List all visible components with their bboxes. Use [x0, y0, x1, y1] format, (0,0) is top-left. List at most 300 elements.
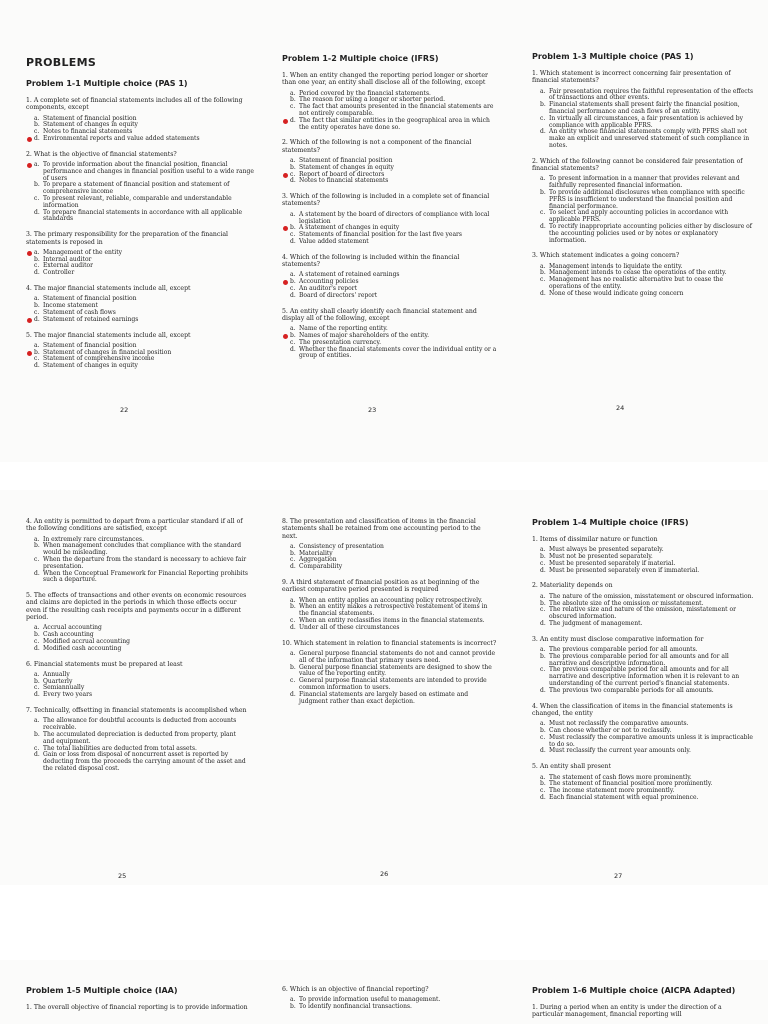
option-text: The judgment of management. — [549, 619, 643, 627]
question-text: 2. What is the objective of financial statements? — [26, 150, 177, 158]
question-text: 6. Which is an objective of financial reporting? — [282, 986, 429, 993]
answer-option — [34, 646, 248, 653]
answer-option — [540, 568, 754, 575]
option-text: Must be presented separately even if immaterial. — [549, 566, 700, 574]
option-text: Whether the financial statements cover the individual entity or a group of entities. — [299, 345, 497, 360]
option-text: Quarterly — [43, 677, 73, 685]
answer-option — [34, 196, 254, 210]
option-letter: b. — [290, 1003, 296, 1011]
option-text: Semiannually — [43, 684, 85, 692]
answer-option — [540, 621, 754, 628]
page-24-content — [532, 52, 754, 306]
option-letter: a. — [540, 262, 546, 270]
option-text: The fact that similar entities in the geographical area in which the entity operates have done so. — [299, 116, 490, 131]
option-text: The allowance for doubtful accounts is deducted from accounts receivable. — [43, 717, 237, 732]
answer-options — [532, 176, 754, 244]
option-letter: d. — [540, 686, 546, 694]
answer-options — [26, 537, 248, 585]
option-letter: c. — [290, 617, 296, 625]
option-letter: a. — [540, 720, 546, 728]
answer-option — [540, 795, 754, 802]
question-text: 5. An entity shall present — [532, 763, 612, 771]
option-text: To prepare financial statements in accordance with all applicable standards — [43, 208, 243, 223]
red-dot-marker-icon — [27, 251, 32, 256]
option-text: Statement of changes in financial position — [43, 348, 172, 356]
option-text: Notes to financial statements — [299, 177, 389, 185]
answer-option — [540, 129, 754, 149]
option-letter: d. — [34, 269, 40, 277]
option-letter: c. — [290, 556, 296, 564]
option-text: An entity whose financial statements comply with PFRS shall not make an explicit and unreserved statement of such compliance in notes. — [549, 128, 750, 149]
page-22 — [0, 0, 268, 462]
option-text: The relative size and nature of the omission, misstatement or obscured information. — [549, 606, 736, 621]
option-letter: c. — [290, 284, 296, 292]
option-letter: b. — [290, 163, 296, 171]
option-text: Management has no realistic alternative but to cease the operations of the entity. — [549, 276, 724, 291]
option-text: Must not be presented separately. — [549, 553, 653, 561]
option-letter: b. — [540, 101, 546, 109]
option-text: Each financial statement with equal prominence. — [549, 793, 699, 801]
option-letter: c. — [540, 666, 546, 674]
answer-option — [290, 118, 498, 132]
option-letter: b. — [34, 255, 40, 263]
option-text: Must not reclassify the comparative amounts. — [549, 720, 689, 728]
option-letter: b. — [540, 727, 546, 735]
option-text: Statement of cash flows — [43, 308, 116, 316]
option-text: When the Conceptual Framework for Financial Reporting prohibits such a departure. — [43, 569, 248, 584]
question-text: 3. The primary responsibility for the preparation of the financial statements is reposed in — [26, 231, 228, 246]
option-text: In extremely rare circumstances. — [43, 535, 145, 543]
answer-options — [282, 651, 498, 705]
option-text: Names of major shareholders of the entity. — [299, 331, 430, 339]
problem-title: Problem 1-2 Multiple choice (IFRS) — [282, 54, 439, 63]
option-text: Must reclassify the comparative amounts unless it is impracticable to do so. — [549, 733, 753, 748]
answer-options — [26, 672, 248, 699]
option-text: Consistency of presentation — [299, 542, 384, 550]
answer-option — [540, 116, 754, 130]
option-text: The accumulated depreciation is deducted from property, plant and equipment. — [43, 730, 236, 745]
page-28 — [0, 960, 262, 1024]
page-number: 22 — [120, 406, 129, 414]
red-dot-marker-icon — [283, 226, 288, 231]
option-letter: c. — [290, 170, 296, 178]
answer-options — [532, 721, 754, 755]
option-text: Environmental reports and value added statements — [43, 134, 200, 142]
option-text: General purpose financial statements are designed to show the value of the reporting entity. — [299, 663, 492, 678]
option-letter: d. — [34, 644, 40, 652]
page-23 — [256, 0, 512, 462]
option-text: Modified cash accounting — [43, 644, 122, 652]
question-text: 1. The overall objective of financial reporting is to provide information — [26, 1004, 248, 1011]
option-letter: b. — [34, 181, 40, 189]
option-letter: c. — [34, 308, 40, 316]
page-number: 26 — [380, 870, 389, 878]
option-text: Notes to financial statements — [43, 128, 133, 136]
answer-option — [34, 732, 248, 746]
option-letter: a. — [290, 271, 296, 279]
question-text: 9. A third statement of financial position as at beginning of the earliest comparative period presented is required — [282, 579, 480, 594]
answer-option — [34, 692, 248, 699]
option-text: Annually — [43, 670, 70, 678]
option-text: When an entity reclassifies items in the financial statements. — [299, 617, 485, 625]
question-text: 2. Which of the following cannot be considered fair presentation of financial statements? — [532, 157, 743, 173]
answer-option — [540, 176, 754, 190]
answer-option — [290, 347, 498, 361]
option-text: The previous comparable period for all amounts and for all narrative and descriptive information. — [549, 652, 729, 667]
option-text: Income statement — [43, 302, 98, 310]
page-number: 23 — [368, 406, 377, 414]
option-letter: a. — [290, 596, 296, 604]
option-letter: d. — [34, 315, 40, 323]
option-letter: b. — [540, 188, 546, 196]
answer-options — [26, 343, 254, 370]
option-text: General purpose financial statements are intended to provide common information to users. — [299, 677, 487, 691]
answer-option — [540, 277, 754, 291]
question-text: 1. When an entity changed the reporting period longer or shorter than one year, an entity shall disclose all of the following, except — [282, 72, 488, 87]
option-letter: a. — [540, 87, 546, 95]
option-letter: a. — [34, 341, 40, 349]
option-letter: c. — [34, 195, 40, 203]
question-text: 4. Which of the following is included within the financial statements? — [282, 253, 460, 269]
option-text: Aggregation — [299, 556, 337, 564]
option-text: The presentation currency. — [299, 338, 382, 346]
option-text: Financial statements are largely based on estimate and judgment rather than exact depiction. — [299, 690, 469, 705]
option-letter: c. — [540, 559, 546, 567]
option-letter: c. — [34, 355, 40, 363]
answer-option — [290, 651, 498, 665]
option-letter: a. — [540, 175, 546, 183]
option-text: In virtually all circumstances, a fair presentation is achieved by compliance with applicable PFRS. — [549, 114, 743, 129]
answer-option — [540, 654, 754, 668]
answer-option — [290, 178, 498, 185]
answer-options — [282, 544, 498, 571]
option-text: Report of board of directors — [299, 170, 385, 178]
problem-title: Problem 1-6 Multiple choice (AICPA Adapted) — [532, 986, 736, 995]
answer-option — [34, 162, 254, 182]
option-letter: c. — [290, 231, 296, 239]
option-text: To prepare a statement of financial position and statement of comprehensive income — [43, 181, 230, 196]
red-dot-marker-icon — [283, 280, 288, 285]
option-letter: b. — [290, 603, 296, 611]
option-text: To present information in a manner that provides relevant and faithfully represented financial information. — [549, 175, 740, 190]
option-letter: b. — [34, 730, 40, 738]
option-letter: d. — [540, 566, 546, 574]
page-25 — [0, 490, 262, 885]
option-letter: b. — [290, 331, 296, 339]
answer-option — [290, 564, 498, 571]
problem-title: Problem 1-3 Multiple choice (PAS 1) — [532, 52, 694, 61]
question-text: 3. Which statement indicates a going concern? — [532, 252, 680, 260]
question-text: 6. Financial statements must be prepared at least — [26, 660, 183, 668]
option-text: Management intends to liquidate the entity. — [549, 262, 683, 270]
answer-options — [532, 264, 754, 298]
option-text: The previous comparable period for all amounts and for all narrative and descriptive information when it is relevant to an understanding of the current period's financial statements. — [549, 666, 740, 688]
answer-options — [282, 212, 498, 246]
option-letter: d. — [34, 208, 40, 216]
option-text: Management of the entity — [43, 248, 122, 256]
answer-options — [26, 116, 254, 143]
answer-option — [540, 89, 754, 103]
answer-option — [34, 752, 248, 772]
option-text: The reason for using a longer or shorter period. — [299, 96, 446, 104]
question-text: 5. An entity shall clearly identify each financial statement and display all of the following, except — [282, 307, 477, 322]
option-letter: b. — [290, 663, 296, 671]
red-dot-marker-icon — [27, 163, 32, 168]
answer-options — [282, 598, 498, 632]
option-text: The statement of cash flows more prominently. — [549, 773, 692, 781]
option-letter: b. — [290, 96, 296, 104]
answer-options — [282, 326, 498, 360]
problem-title: Problem 1-1 Multiple choice (PAS 1) — [26, 79, 188, 88]
option-text: Board of directors' report — [299, 291, 378, 299]
option-text: External auditor — [43, 262, 93, 270]
option-text: To rectify inappropriate accounting policies either by disclosure of the accounting policies used or by notes or explanatory information. — [549, 222, 753, 244]
option-letter: d. — [290, 563, 296, 571]
answer-options — [282, 997, 498, 1011]
option-text: Gain or loss from disposal of noncurrent asset is reported by deducting from the proceeds the carrying amount of the asset and the related disposal cost. — [43, 751, 246, 772]
option-letter: b. — [34, 542, 40, 550]
answer-option — [290, 665, 498, 679]
answer-option — [290, 212, 498, 226]
option-text: To identify nonfinancial transactions. — [299, 1003, 412, 1011]
question-text: 3. Which of the following is included in a complete set of financial statements? — [282, 193, 490, 208]
page-26-content — [282, 518, 498, 713]
option-text: Accounting policies — [299, 278, 359, 286]
option-letter: a. — [290, 156, 296, 164]
page-30-content — [532, 986, 754, 1024]
option-text: The previous comparable period for all amounts. — [549, 646, 698, 654]
answer-option — [540, 607, 754, 621]
option-text: Must reclassify the current year amounts only. — [549, 747, 691, 755]
option-letter: c. — [540, 276, 546, 284]
option-letter: d. — [34, 134, 40, 142]
option-letter: d. — [34, 691, 40, 699]
option-letter: d. — [34, 362, 40, 370]
option-text: Under all of these circumstances — [299, 623, 400, 631]
option-text: Statement of financial position — [43, 295, 137, 303]
option-letter: c. — [34, 684, 40, 692]
option-text: The absolute size of the omission or misstatement. — [549, 599, 704, 607]
answer-option — [34, 571, 248, 585]
option-text: A statement of retained earnings — [299, 271, 400, 279]
page-27 — [506, 490, 768, 885]
option-letter: d. — [540, 289, 546, 297]
option-letter: c. — [290, 338, 296, 346]
option-letter: a. — [290, 542, 296, 550]
option-letter: b. — [34, 677, 40, 685]
answer-option — [290, 678, 498, 692]
question-text: 2. Materiality depends on — [532, 582, 613, 590]
page-25-content — [26, 518, 248, 781]
page-30 — [506, 960, 768, 1024]
red-dot-marker-icon — [283, 334, 288, 339]
answer-option — [290, 692, 498, 706]
option-letter: a. — [34, 161, 40, 169]
question-text: 5. The effects of transactions and other events on economic resources and claims are depicted in the periods in which those effects occur even if the resulting cash receipts and payments occur in a different period. — [26, 592, 247, 622]
option-letter: a. — [34, 535, 40, 543]
answer-option — [290, 1004, 498, 1011]
answer-option — [34, 317, 254, 324]
option-text: The nature of the omission, misstatement or obscured information. — [549, 592, 754, 600]
option-text: The fact that amounts presented in the financial statements are not entirely comparable. — [299, 103, 494, 117]
option-text: Must always be presented separately. — [549, 546, 664, 554]
option-letter: a. — [290, 996, 296, 1004]
option-text: When management concludes that compliance with the standard would be misleading. — [43, 542, 242, 557]
page-24 — [506, 0, 768, 462]
option-text: Statement of financial position — [299, 156, 393, 164]
answer-option — [540, 688, 754, 695]
question-text: 1. Items of dissimilar nature or function — [532, 536, 658, 543]
option-letter: a. — [540, 646, 546, 654]
option-text: Fair presentation requires the faithful representation of the effects of transactions and other events. — [549, 87, 754, 102]
option-text: Controller — [43, 269, 75, 277]
option-text: The income statement more prominently. — [549, 787, 675, 795]
question-text: 10. Which statement in relation to financial statements is incorrect? — [282, 639, 497, 647]
red-dot-marker-icon — [27, 351, 32, 356]
option-letter: b. — [290, 224, 296, 232]
option-letter: a. — [540, 773, 546, 781]
option-text: General purpose financial statements do not and cannot provide all of the information that primary users need. — [299, 649, 496, 664]
page-number: 25 — [118, 872, 127, 880]
option-letter: a. — [540, 592, 546, 600]
answer-options — [26, 162, 254, 223]
option-letter: b. — [540, 652, 546, 660]
answer-option — [34, 557, 248, 571]
option-text: Must be presented separately if material. — [549, 559, 676, 567]
option-text: Period covered by the financial statements. — [299, 89, 431, 97]
answer-options — [26, 625, 248, 652]
option-letter: d. — [540, 793, 546, 801]
option-letter: a. — [34, 717, 40, 725]
option-letter: d. — [34, 569, 40, 577]
answer-option — [540, 667, 754, 687]
answer-option — [540, 224, 754, 244]
option-letter: b. — [34, 348, 40, 356]
page-28-content — [26, 986, 248, 1019]
option-letter: d. — [540, 128, 546, 136]
option-letter: a. — [290, 89, 296, 97]
answer-options — [532, 594, 754, 628]
answer-option — [540, 190, 754, 210]
answer-options — [26, 250, 254, 277]
option-letter: b. — [34, 121, 40, 129]
problem-title: Problem 1-5 Multiple choice (IAA) — [26, 986, 178, 995]
answer-option — [290, 293, 498, 300]
option-text: The total liabilities are deducted from total assets. — [43, 744, 197, 752]
option-letter: b. — [290, 549, 296, 557]
option-letter: d. — [290, 623, 296, 631]
option-letter: b. — [540, 780, 546, 788]
option-letter: b. — [540, 553, 546, 561]
option-letter: a. — [34, 114, 40, 122]
option-text: Statement of financial position — [43, 341, 137, 349]
option-text: Statement of comprehensive income — [43, 355, 155, 363]
option-text: The statement of financial position more prominently. — [549, 780, 713, 788]
answer-options — [532, 775, 754, 802]
answer-option — [290, 625, 498, 632]
option-text: Internal auditor — [43, 255, 92, 263]
option-letter: c. — [34, 555, 40, 563]
option-text: Financial statements shall present fairly the financial position, financial performance and cash flows of an entity. — [549, 101, 740, 115]
answer-option — [540, 102, 754, 116]
answer-options — [282, 91, 498, 132]
option-text: A statement of changes in equity — [299, 224, 400, 232]
option-letter: b. — [540, 269, 546, 277]
answer-options — [26, 718, 248, 772]
option-text: To provide additional disclosures when compliance with specific PFRS is insufficient to understand the financial position and financial performance. — [549, 188, 745, 210]
option-text: Value added statement — [299, 237, 369, 245]
option-letter: c. — [540, 114, 546, 122]
red-dot-marker-icon — [283, 119, 288, 124]
answer-options — [532, 647, 754, 695]
answer-option — [540, 291, 754, 298]
option-letter: c. — [540, 787, 546, 795]
option-letter: a. — [290, 649, 296, 657]
option-text: When an entity applies an accounting policy retrospectively. — [299, 596, 483, 604]
option-letter: a. — [290, 325, 296, 333]
question-text: 4. When the classification of items in the financial statements is changed, the entity — [532, 702, 733, 717]
red-dot-marker-icon — [283, 173, 288, 178]
option-letter: d. — [540, 222, 546, 230]
red-dot-marker-icon — [27, 137, 32, 142]
answer-option — [34, 270, 254, 277]
option-letter: d. — [34, 751, 40, 759]
option-text: When the departure from the standard is necessary to achieve fair presentation. — [43, 555, 247, 570]
option-letter: b. — [34, 631, 40, 639]
option-letter: c. — [290, 677, 296, 685]
question-text: 2. Which of the following is not a component of the financial statements? — [282, 139, 472, 154]
question-text: 4. The major financial statements include all, except — [26, 285, 191, 293]
option-text: Can choose whether or not to reclassify. — [549, 727, 672, 735]
option-text: Name of the reporting entity. — [299, 325, 388, 333]
option-letter: a. — [540, 546, 546, 554]
option-letter: d. — [540, 619, 546, 627]
option-text: To provide information useful to management. — [299, 996, 441, 1004]
answer-option — [34, 136, 254, 143]
question-text: 7. Technically, offsetting in financial statements is accomplished when — [26, 707, 247, 715]
question-text: 3. An entity must disclose comparative information for — [532, 635, 704, 643]
answer-options — [532, 89, 754, 150]
page-26 — [256, 490, 512, 885]
answer-option — [290, 604, 498, 618]
option-letter: a. — [34, 624, 40, 632]
option-letter: d. — [540, 747, 546, 755]
question-text: 1. Which statement is incorrect concerning fair presentation of financial statements? — [532, 70, 731, 85]
question-text: 4. An entity is permitted to depart from a particular standard if all of the following conditions are satisfied, except — [26, 518, 243, 533]
option-letter: d. — [290, 690, 296, 698]
option-letter: c. — [290, 103, 296, 111]
option-text: Every two years — [43, 691, 93, 699]
option-letter: c. — [34, 744, 40, 752]
option-text: To present relevant, reliable, comparable and understandable information — [43, 195, 232, 209]
option-text: Cash accounting — [43, 631, 94, 639]
option-text: Statement of retained earnings — [43, 315, 139, 323]
question-text: 5. The major financial statements include all, except — [26, 331, 191, 339]
option-text: Statement of changes in equity — [43, 121, 138, 129]
option-letter: b. — [290, 278, 296, 286]
question-text: 1. A complete set of financial statements includes all of the following components, except — [26, 97, 243, 112]
page-29 — [256, 960, 512, 1024]
option-letter: b. — [540, 599, 546, 607]
option-text: Modified accrual accounting — [43, 637, 130, 645]
option-letter: d. — [290, 291, 296, 299]
option-letter: d. — [290, 116, 296, 124]
option-letter: a. — [34, 248, 40, 256]
answer-options — [282, 158, 498, 185]
section-heading: PROBLEMS — [26, 56, 97, 69]
option-text: When an entity makes a retrospective restatement of items in the financial statements. — [299, 603, 488, 618]
option-text: Materiality — [299, 549, 333, 557]
